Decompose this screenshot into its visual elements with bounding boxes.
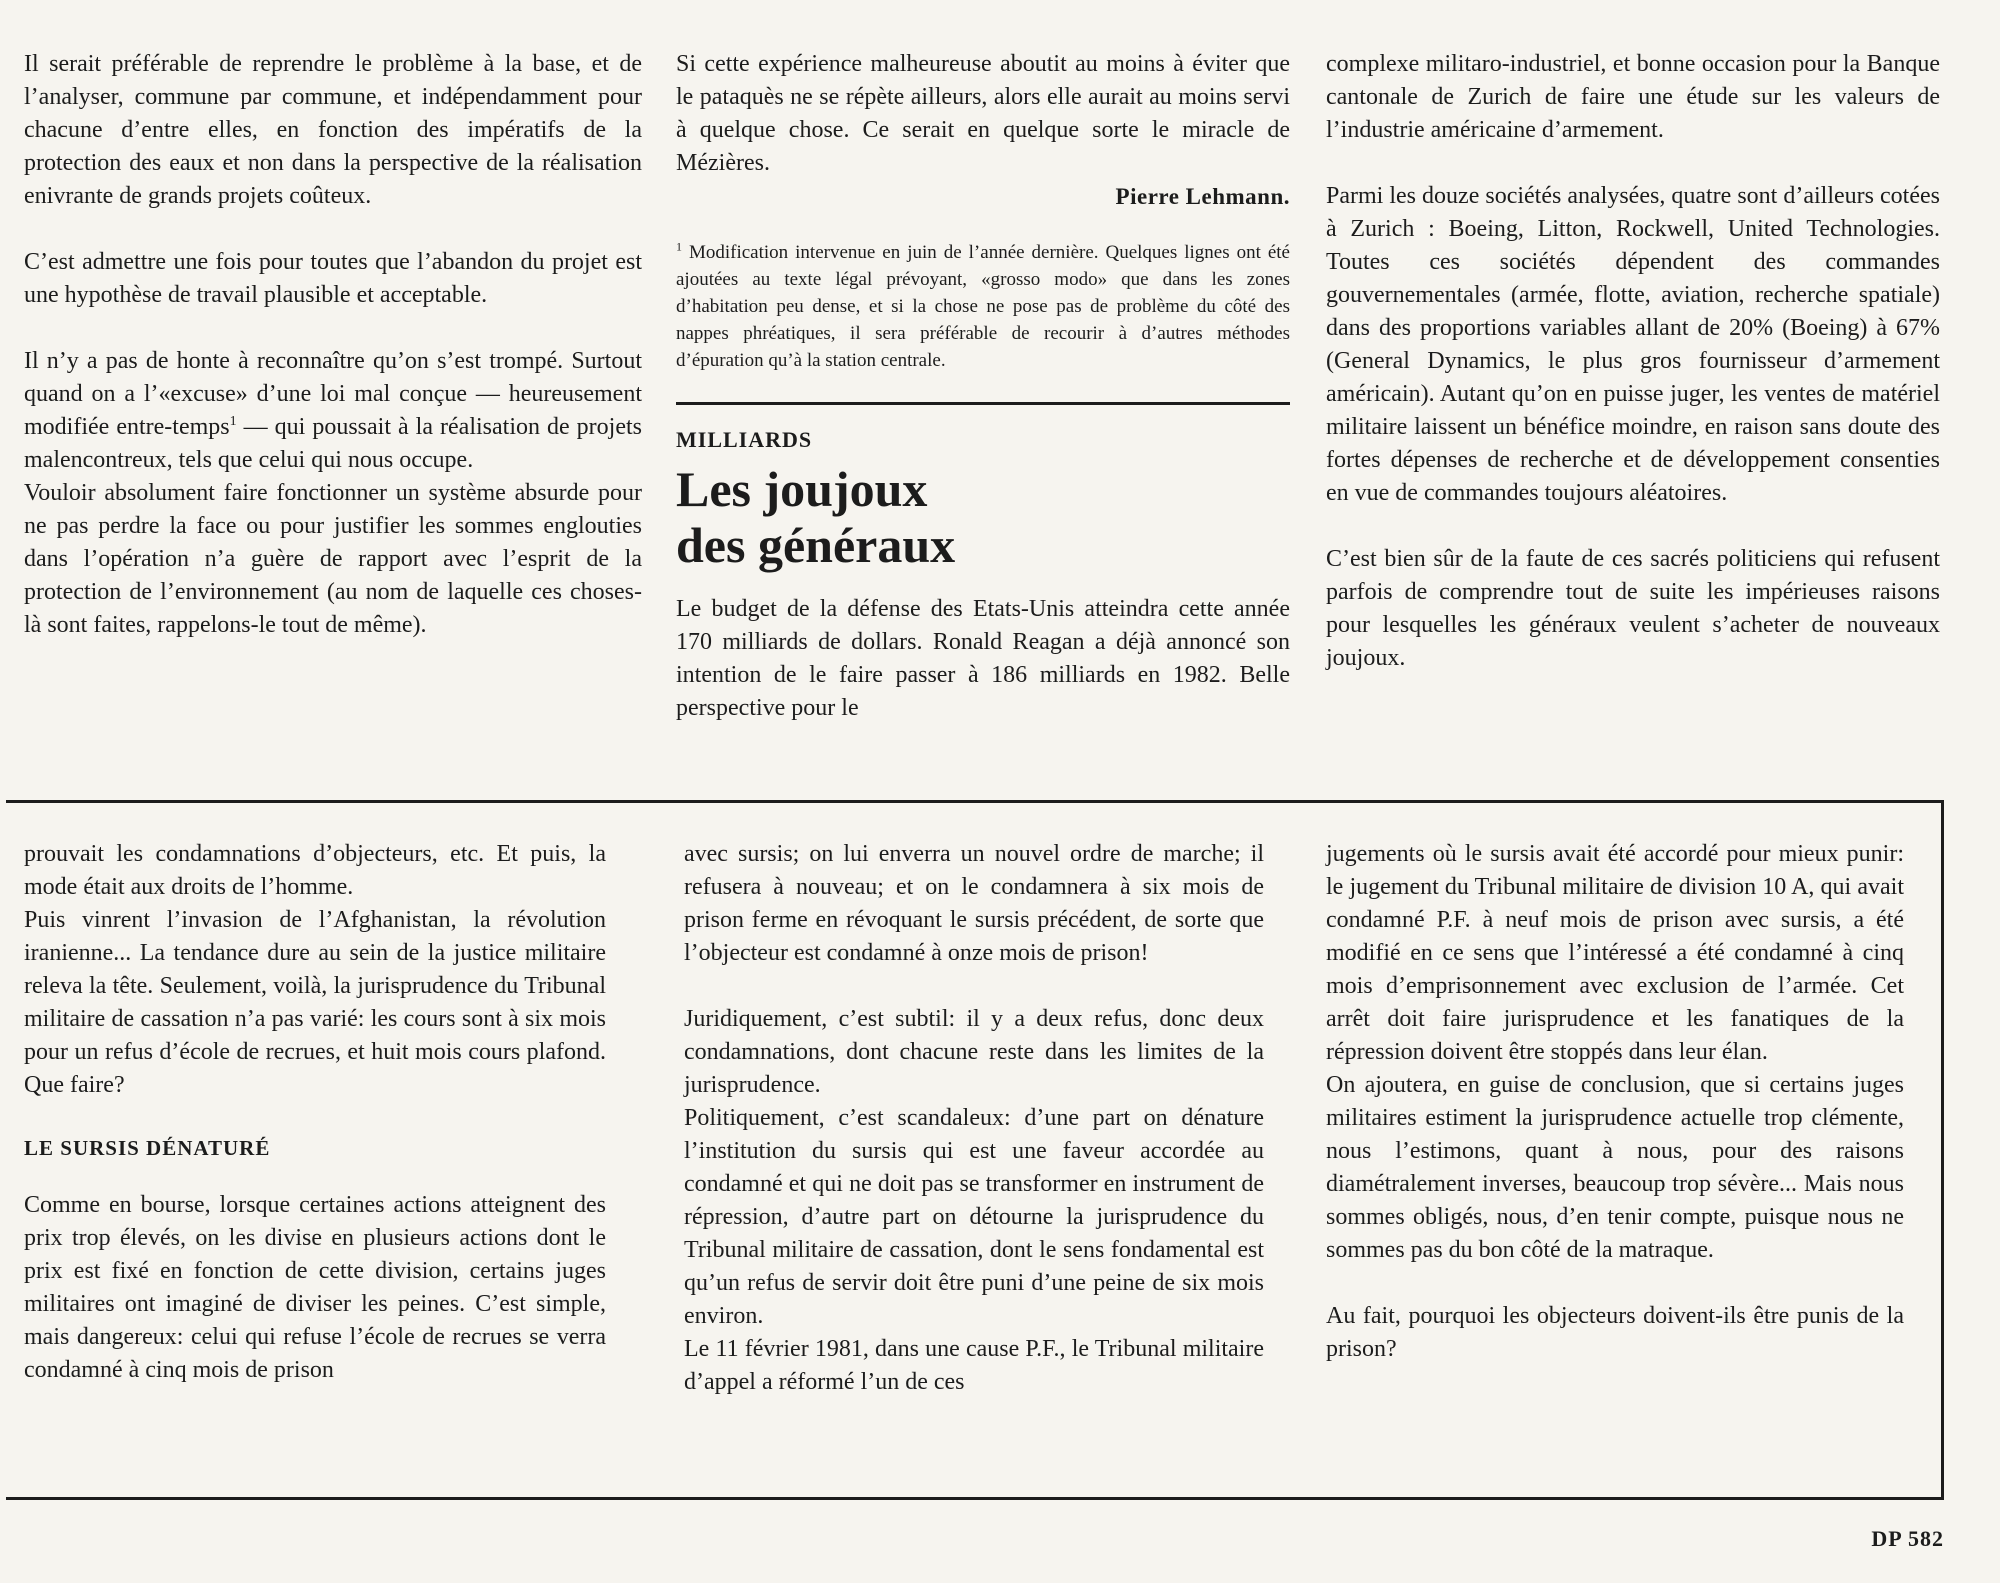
paragraph: On ajoutera, en guise de conclusion, que si certains juges militaires estiment la jurisprudence actuelle trop clémente, nous l’estimons, quant à nous, pour des raisons diamétralement inverses, beaucoup trop sévère... Mais nous sommes obligés, nous, d’en tenir compte, puisque nous ne sommes pas du bon côté de la matraque. xyxy=(1326,1072,1904,1263)
author-signature: Pierre Lehmann. xyxy=(1115,184,1290,209)
paragraph: Si cette expérience malheureuse aboutit au moins à éviter que le pataquès ne se répète ailleurs, alors elle aurait au moins servi à quelque chose. Ce serait en quelque sorte le miracle de Mézières. xyxy=(676,51,1290,176)
paragraph: Comme en bourse, lorsque certaines actions atteignent des prix trop élevés, on les divise en plusieurs actions dont le prix est fixé en fonction de cette division, certains juges militaires ont imaginé de diviser les peines. C’est simple, mais dangereux: celui qui refuse l’école de recrues se verra condamné à cinq mois de prison xyxy=(24,1192,606,1383)
paragraph: Parmi les douze sociétés analysées, quatre sont d’ailleurs cotées à Zurich : Boeing, Litton, Rockwell, United Technologies. Toutes ces sociétés dépendent des commandes gouvernementales (armée, flotte, aviation, recherche spatiale) dans des proportions variables allant de 20% (Boeing) à 67% (General Dynamics, le plus gros fournisseur d’armement américain). Autant qu’on en puisse juger, les ventes de matériel militaire laissent un bénéfice moindre, en raison sans doute des fortes dépenses de recherche et de développement consenties en vue de commandes toujours aléatoires. xyxy=(1326,183,1940,506)
paragraph: complexe militaro-industriel, et bonne occasion pour la Banque cantonale de Zurich de faire une étude sur les valeurs de l’industrie américaine d’armement. xyxy=(1326,51,1940,143)
paragraph: Le budget de la défense des Etats-Unis atteindra cette année 170 milliards de dollars. Ronald Reagan a déjà annoncé son intention de le faire passer à 186 milliards en 1982. Belle perspective pour le xyxy=(676,596,1290,721)
paragraph: C’est bien sûr de la faute de ces sacrés politiciens qui refusent parfois de comprendre tout de suite les impérieuses raisons pour lesquelles les généraux veulent s’acheter de nouveaux joujoux. xyxy=(1326,546,1940,671)
footnote-reference: 1 xyxy=(229,414,237,429)
footnote xyxy=(676,239,1290,374)
paragraph: Politiquement, c’est scandaleux: d’une part on dénature l’institution du sursis qui est une faveur accordée au condamné et qui ne doit pas se transformer en instrument de répression, d’autre part on détourne la jurisprudence du Tribunal militaire de cassation, dont le sens fondamental est qu’un refus de servir doit être puni d’une peine de six mois environ. xyxy=(684,1105,1264,1329)
article-headline xyxy=(676,461,1290,573)
headline-line: des généraux xyxy=(676,517,956,573)
bottom-column-3 xyxy=(1326,838,1904,1366)
footnote-text: Modification intervenue en juin de l’année dernière. Quelques lignes ont été ajoutées au texte légal prévoyant, «grosso modo» que dans les zones d’habitation peu dense, et si la chose ne pose pas de problème du côté des nappes phréatiques, il sera préférable de recourir à d’autres méthodes d’épuration qu’à la station centrale. xyxy=(676,242,1290,371)
paragraph: Juridiquement, c’est subtil: il y a deux refus, donc deux condamnations, dont chacune reste dans les limites de la jurisprudence. xyxy=(684,1006,1264,1098)
paragraph: Il serait préférable de reprendre le problème à la base, et de l’analyser, commune par commune, et indépendamment pour chacune d’entre elles, en fonction des impératifs de la protection des eaux et non dans la perspective de la réalisation enivrante de grands projets coûteux. xyxy=(24,51,642,209)
bottom-column-2 xyxy=(684,838,1264,1399)
article-kicker: MILLIARDS xyxy=(676,427,813,452)
paragraph: jugements où le sursis avait été accordé pour mieux punir: le jugement du Tribunal militaire de division 10 A, qui avait condamné P.F. à neuf mois de prison avec sursis, a été modifié en ce sens que l’intéressé a été condamné à cinq mois d’emprisonnement avec exclusion de l’armée. Cet arrêt doit faire jurisprudence et les fanatiques de la répression doivent être stoppés dans leur élan. xyxy=(1326,841,1904,1065)
section-subheading: LE SURSIS DÉNATURÉ xyxy=(24,1136,271,1160)
top-column-2 xyxy=(676,48,1290,725)
footnote-marker: 1 xyxy=(676,239,682,254)
page-number: DP 582 xyxy=(1871,1526,1944,1551)
paragraph-text: — qui poussait à la réalisation de projets malencontreux, tels que celui qui nous occupe. xyxy=(24,414,642,473)
paragraph xyxy=(24,345,642,477)
paragraph: Le 11 février 1981, dans une cause P.F., le Tribunal militaire d’appel a réformé l’un de ces xyxy=(684,1336,1264,1395)
top-column-1 xyxy=(24,48,642,642)
paragraph: Au fait, pourquoi les objecteurs doivent-ils être punis de la prison? xyxy=(1326,1303,1904,1362)
paragraph: C’est admettre une fois pour toutes que l’abandon du projet est une hypothèse de travail plausible et acceptable. xyxy=(24,249,642,308)
paragraph: avec sursis; on lui enverra un nouvel ordre de marche; il refusera à nouveau; et on le condamnera à six mois de prison ferme en révoquant le sursis précédent, de sorte que l’objecteur est condamné à onze mois de prison! xyxy=(684,841,1264,966)
paragraph-text: Il n’y a pas de honte à reconnaître qu’on s’est trompé. Surtout quand on a l’«excuse» d’une loi mal conçue — heureusement modifiée entre-temps xyxy=(24,348,642,440)
bottom-column-1 xyxy=(24,838,606,1387)
top-column-3 xyxy=(1326,48,1940,675)
paragraph: prouvait les condamnations d’objecteurs, etc. Et puis, la mode était aux droits de l’homme. xyxy=(24,841,606,900)
section-divider xyxy=(676,402,1290,405)
paragraph: Puis vinrent l’invasion de l’Afghanistan, la révolution iranienne... La tendance dure au sein de la justice militaire releva la tête. Seulement, voilà, la jurisprudence du Tribunal militaire de cassation n’a pas varié: les cours sont à six mois pour un refus d’école de recrues, et huit mois cours plafond. Que faire? xyxy=(24,907,606,1098)
paragraph: Vouloir absolument faire fonctionner un système absurde pour ne pas perdre la face ou pour justifier les sommes englouties dans l’opération n’a guère de rapport avec l’esprit de la protection de l’environnement (au nom de laquelle ces choses-là sont faites, rappelons-le tout de même). xyxy=(24,480,642,638)
headline-line: Les joujoux xyxy=(676,461,928,517)
